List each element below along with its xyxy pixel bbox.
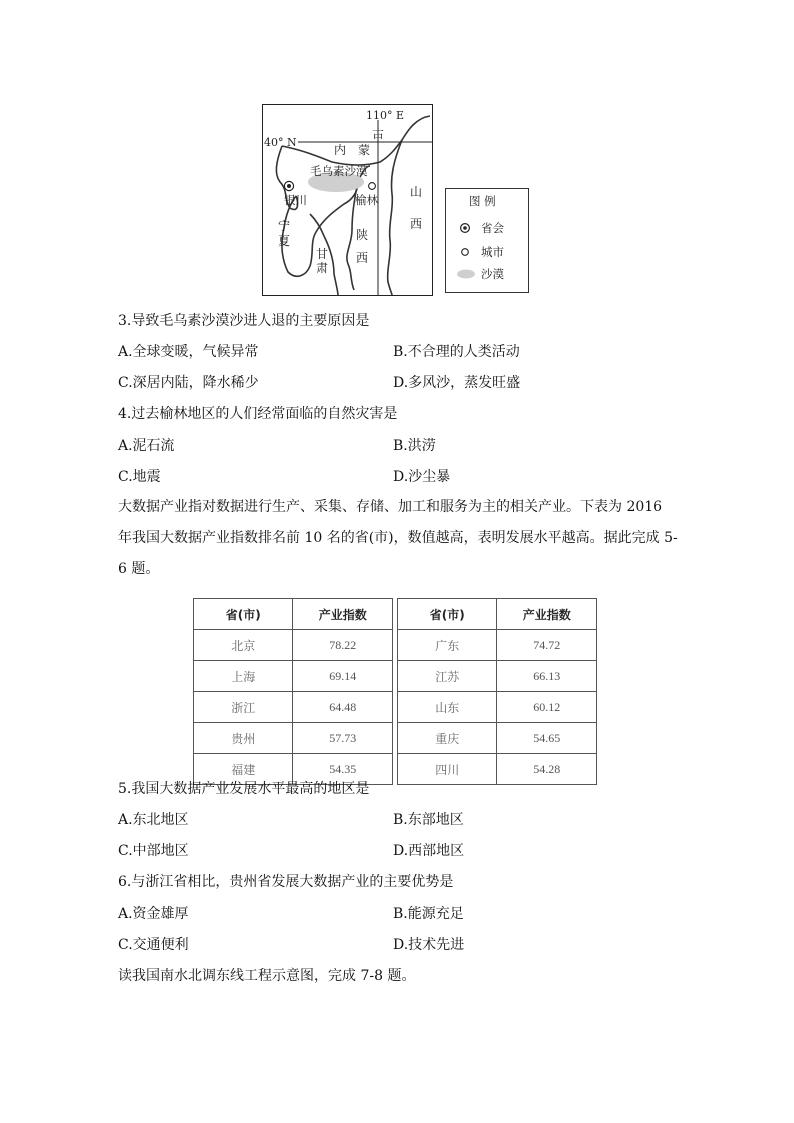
question-3-stem: 3.导致毛乌素沙漠沙进人退的主要原因是 (118, 313, 370, 329)
region-label: 内 (334, 143, 347, 157)
index-cell: 54.28 (497, 754, 597, 785)
question-5-option-b: B.东部地区 (393, 812, 464, 828)
lon-label: 110° E (366, 109, 405, 122)
region-label: 夏 (278, 234, 291, 248)
border-line (282, 116, 430, 165)
question-5-stem: 5.我国大数据产业发展水平最高的地区是 (118, 781, 370, 797)
province-cell: 北京 (194, 630, 293, 661)
index-cell: 54.35 (293, 754, 393, 785)
question-5-option-d: D.西部地区 (393, 843, 465, 859)
index-cell: 78.22 (293, 630, 393, 661)
city-label: 榆林 (355, 193, 378, 207)
column-header: 产业指数 (293, 599, 393, 630)
desert-map-figure (262, 104, 530, 296)
table-row (194, 692, 393, 723)
question-6-stem: 6.与浙江省相比，贵州省发展大数据产业的主要优势是 (118, 874, 454, 890)
question-4-option-c: C.地震 (118, 469, 161, 485)
index-cell: 64.48 (293, 692, 393, 723)
index-cell: 57.73 (293, 723, 393, 754)
index-cell: 69.14 (293, 661, 393, 692)
capital-marker-dot (287, 184, 291, 188)
index-cell: 66.13 (497, 661, 597, 692)
question-3-option-b: B.不合理的人类活动 (393, 344, 520, 360)
next-section-intro: 读我国南水北调东线工程示意图，完成 7-8 题。 (118, 968, 416, 984)
province-cell: 重庆 (398, 723, 497, 754)
index-cell: 54.65 (497, 723, 597, 754)
table-row (398, 692, 597, 723)
question-6-option-a: A.资金雄厚 (118, 906, 189, 922)
province-cell: 四川 (398, 754, 497, 785)
map-legend (446, 189, 529, 293)
province-cell: 福建 (194, 754, 293, 785)
province-cell: 贵州 (194, 723, 293, 754)
question-6-option-d: D.技术先进 (393, 937, 465, 953)
question-5-option-a: A.东北地区 (118, 812, 189, 828)
legend-city-label: 城市 (481, 245, 504, 259)
region-label: 西 (410, 217, 423, 231)
question-6-option-c: C.交通便利 (118, 937, 189, 953)
column-header: 省(市) (194, 599, 293, 630)
province-cell: 上海 (194, 661, 293, 692)
index-cell: 60.12 (497, 692, 597, 723)
table-header-row (194, 599, 393, 630)
border-line (388, 140, 402, 295)
table-row (398, 754, 597, 785)
legend-desert-icon (457, 270, 475, 279)
province-cell: 山东 (398, 692, 497, 723)
lat-label: 40° N (264, 136, 297, 149)
column-header: 省(市) (398, 599, 497, 630)
question-5-option-c: C.中部地区 (118, 843, 189, 859)
index-cell: 74.72 (497, 630, 597, 661)
table-row (398, 661, 597, 692)
region-label: 甘 (316, 247, 329, 261)
industry-index-table (193, 598, 597, 777)
question-3-option-d: D.多风沙，蒸发旺盛 (393, 375, 521, 391)
table-right-half (397, 598, 597, 785)
table-intro-paragraph: 大数据产业指对数据进行生产、采集、存储、加工和服务为主的相关产业。下表为 2016 年我国大数据产业指数排名前 10 名的省(市)，数值越高，表明发展水平越高。据此完成 5-6 题。 (118, 499, 678, 577)
region-label: 肃 (316, 261, 329, 275)
legend-title: 图 例 (469, 194, 496, 208)
city-label: 银川 (284, 193, 307, 207)
region-label: 古 (372, 127, 385, 141)
question-4-option-d: D.沙尘暴 (393, 469, 451, 485)
legend-capital-label: 省会 (481, 221, 504, 235)
table-row (194, 661, 393, 692)
question-4-stem: 4.过去榆林地区的人们经常面临的自然灾害是 (118, 406, 398, 422)
region-label: 宁 (278, 219, 291, 233)
question-6-option-b: B.能源充足 (393, 906, 464, 922)
table-row (398, 723, 597, 754)
question-3-option-a: A.全球变暖，气候异常 (118, 344, 259, 360)
table-header-row (398, 599, 597, 630)
province-cell: 广东 (398, 630, 497, 661)
region-label: 山 (410, 185, 423, 199)
table-row (194, 723, 393, 754)
province-cell: 江苏 (398, 661, 497, 692)
region-label: 西 (356, 251, 369, 265)
legend-capital-icon-dot (463, 226, 467, 230)
question-3-option-c: C.深居内陆，降水稀少 (118, 375, 259, 391)
city-marker (369, 183, 376, 190)
province-cell: 浙江 (194, 692, 293, 723)
region-label: 蒙 (358, 143, 371, 157)
column-header: 产业指数 (497, 599, 597, 630)
legend-city-icon (462, 249, 469, 256)
table-left-half (193, 598, 393, 785)
region-label: 陕 (356, 228, 369, 242)
question-4-option-b: B.洪涝 (393, 438, 436, 454)
question-4-option-a: A.泥石流 (118, 438, 175, 454)
table-row (398, 630, 597, 661)
desert-label: 毛乌素沙漠 (310, 164, 368, 178)
table-row (194, 630, 393, 661)
legend-desert-label: 沙漠 (481, 267, 504, 281)
